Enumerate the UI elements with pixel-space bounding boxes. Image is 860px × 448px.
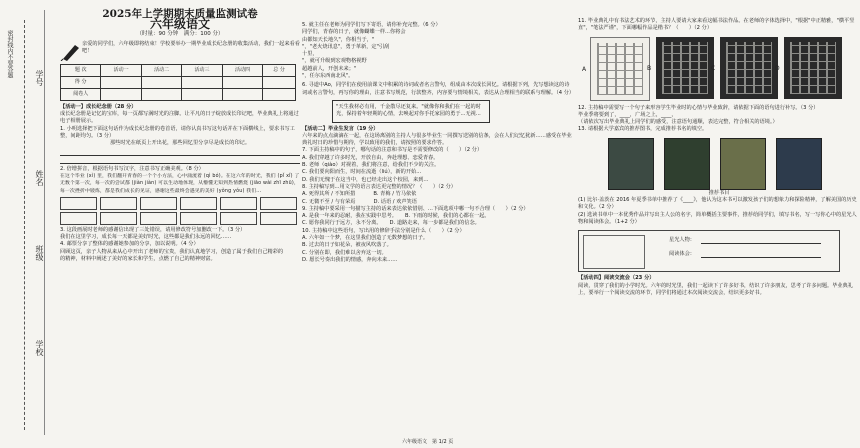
- question-13: 13. 请根据大学嘉宾的推荐图书，完成推荐书名的填空。: [578, 126, 708, 133]
- question-5-text: 十里，: [302, 51, 318, 58]
- score-cell[interactable]: [141, 88, 181, 100]
- score-header: 活动一: [101, 64, 141, 76]
- section-4-intro: 阅读，贯穿了我们的小学时光。六年的时光里，我们一起读下了许多好书，结识了许多朋友，思考了许多问题。毕业典礼上，要举行一个阅读交流的环节，同学们将通过本次阅读交流会，结识更多好书。: [578, 282, 853, 296]
- option: C. 愿你我同行于远方，永不分离。: [302, 220, 382, 227]
- score-cell[interactable]: [263, 76, 296, 88]
- score-cell[interactable]: [141, 76, 181, 88]
- option: A. 是我一年来的忍耐，我在实践中思考。: [302, 213, 397, 220]
- option: A. 我们穿越了许多时光，开放自由，奔赴理想、恋爱青春。: [302, 154, 439, 161]
- score-cell[interactable]: [222, 88, 262, 100]
- recommend-card: [578, 230, 840, 272]
- question-13-1: (1) 比尔·盖茨在 2016 年夏季书单中推荐了《____》，他认为这本书可以激发孩子们的想象力和探险精神，了解美国的历史和文化。（2 分）: [578, 197, 857, 211]
- option: D. 愿长号奏出我们的情感，奔向未来……: [302, 256, 398, 263]
- score-row-label: 阅卷人: [61, 88, 101, 100]
- question-5-text: "，就可升级到宏观物格视野: [302, 58, 367, 65]
- option: B. 青梅 / 竹马依依: [373, 191, 417, 198]
- calligraphy-d[interactable]: [775, 37, 842, 99]
- binding-notice: 密封线内不要答题: [6, 30, 13, 78]
- score-cell[interactable]: [222, 76, 262, 88]
- question-9: 9. 主持稿中要采用一句描写主持的话来表达依依惜别、...下面选项中哪一句不合理（ ）（2 分）: [302, 205, 529, 212]
- score-table: [60, 64, 296, 101]
- section-1-title: 【活动一】成长纪念册（28 分）: [60, 103, 137, 110]
- calligraphy-c[interactable]: [711, 37, 778, 99]
- book-cover: [608, 138, 654, 190]
- question-4-text: 回顾这页，亲子人物从来从心中开出了老师的宝贵，我们认真地学习，创造了属于我们自己精彩的: [60, 248, 284, 255]
- score-cell[interactable]: [263, 88, 296, 100]
- score-header: 活动三: [182, 64, 222, 76]
- score-header: 总 分: [263, 64, 296, 76]
- question-3: 3. 这段画展时老师的感谢信出现了三处错误，请用修改符号加删改一下。（3 分）: [60, 226, 246, 233]
- score-row-label: 得 分: [61, 76, 101, 88]
- card-read-label: 阅读体会：: [669, 251, 695, 258]
- question-10: 10. 主持稿中这些语句，写出用的修辞手法分别是什么（ ）（2 分）: [302, 227, 465, 234]
- calligraphy-a[interactable]: [582, 37, 650, 101]
- option: C. 无微不至 / 与有荣焉: [302, 198, 356, 205]
- score-header: 活动四: [222, 64, 262, 76]
- option-label: A: [582, 65, 587, 73]
- question-3-text: 我们在这里学习，成长每一天都是美好时光，这些都是我们永远的回忆……: [60, 234, 232, 241]
- page-footer: 六年级语文 第 1/2 页: [402, 438, 454, 445]
- score-cell[interactable]: [182, 76, 222, 88]
- school-label: 学校: [35, 340, 44, 356]
- binding-strip: [0, 0, 55, 448]
- option: D. 我们无愧于在这当中，也已经走出这个校园，来到...: [302, 176, 429, 183]
- score-cell[interactable]: [101, 88, 141, 100]
- column-1: [60, 0, 300, 448]
- exam-intro: 亲爱的同学们，六年级即将结束！学校要举办一期毕业成长纪念册的收集活动，我们一起来看看吧！: [82, 40, 300, 55]
- section-4-title: 【活动四】阅读交流会（23 分）: [578, 275, 655, 282]
- question-8: 8. 主持稿写到...用文学的语言表达更完整的情况？（ ）（2 分）: [302, 183, 456, 190]
- question-5: 5. 就主任在老师为同学们写下寄语，请你补充完整。（6 分）: [302, 22, 441, 28]
- book-cover: [720, 138, 766, 190]
- calligraphy-options: [582, 37, 860, 101]
- writing-grid[interactable]: [60, 197, 300, 210]
- option: B. 过去的日子如花朵，被夜风吹落了。: [302, 242, 392, 249]
- card-name-label: 星光人物：: [669, 237, 695, 244]
- option: A. 六年如一个梦，在这里我们创造了无数梦想的日子。: [302, 235, 429, 242]
- score-cell[interactable]: [101, 76, 141, 88]
- question-4-blank: 的精神，材料中阐述了美好的家长和学生，点燃了自己的精神财富。: [60, 256, 216, 263]
- question-1: 1. 小明选择把下面这句话作为成长纪念册的卷首语，请你认真书写这句话并在下面横线上，要求书写工整，间距均匀。（3 分）: [60, 125, 295, 140]
- column-3: [578, 0, 860, 448]
- book-cover: [664, 138, 710, 190]
- score-cell[interactable]: [182, 88, 222, 100]
- section-1-intro: 成长纪念册是记忆的宝库，每一页都写满时光的注脚。让平凡的日子绽放成长印记吧，毕业典礼上将通过电子相册展示。: [60, 111, 299, 125]
- binding-border: [44, 10, 45, 435]
- name-label: 姓名: [35, 170, 44, 186]
- question-12-note: （请依次写出毕业典礼上同学们的感受，注意语句通顺，表达完整，符合相关的语境。）: [578, 119, 778, 126]
- option: D. 话语 / 欢声笑语: [373, 198, 417, 205]
- section-2-title: 【活动二】毕业生发言（19 分）: [302, 125, 379, 132]
- question-5-text: "，"老火烧讯息"，勇于革新，定"引刮: [302, 43, 390, 50]
- seal-line: [24, 20, 25, 430]
- question-12-text: 毕业季将要到了，____，广场之上，____，: [578, 111, 677, 118]
- book-covers: [608, 138, 860, 190]
- question-7: 7. 下面主持稿中的句子，哪句话的注意和书写是不需要修改的（ ）（2 分）: [302, 147, 483, 154]
- calligraphy-b[interactable]: [647, 37, 714, 99]
- question-2: 2. 倍增拼音，根据语句书写汉字，注意书写正确美观。（8 分）: [60, 165, 204, 172]
- score-header: 题 次: [61, 64, 101, 76]
- question-5-text: 超越前人，开创未来；": [302, 65, 357, 72]
- question-5-text: "，任尔东西南北风"。: [302, 73, 354, 80]
- option: B. 下雨的时候，我们的心都在一起。: [404, 213, 490, 220]
- pen-icon: [60, 41, 82, 61]
- score-header: 活动二: [141, 64, 181, 76]
- option: C. 我们要向阳而生，时间在流逝（liú），新的开始...: [302, 169, 422, 176]
- option-label: B: [647, 64, 652, 72]
- column-2: [302, 0, 574, 448]
- option-label: C: [711, 64, 716, 72]
- question-2-text: 在这个毕业 (xì) 里，我们翻开青春的一个个小方法，心中涌流着 (qì bó)。在这六年的时光，我们 (pǐ xǐ) 了无数个第一次，每一次的尝试都 (jiàn jiàn) 可以生动地体现，从懵懂无知到热情燃烧 (jiāo wài zhī zhū)，每一次挫折中锻炼，都是我们成长的见证，感谢这些最终会遇见的美好 (yǒng yǒu) 我们...: [60, 173, 300, 194]
- example-box-text: "天生我材必有用，千金散尽还复来。"就像你和我们在一起的时光，保持着年轻期的心情，去唤起对你手托家园的勇于...无视...: [336, 103, 481, 118]
- question-5-text: 由都知天长地久"，你相当于，": [302, 36, 375, 43]
- question-13-2: (2) 选读书单中一本优秀作品并写出主人公的名字，简单概括主要事件，推荐给同学们，填写书名，写一写你心中的星光人物和阅读体会。（1+2 分）: [578, 211, 857, 225]
- writing-grid[interactable]: [60, 212, 300, 225]
- question-11: 11. 毕业典礼中有书法艺术的环节，主持人要请大家来看这幅书法作品。在老师的字体选择中，"根据"中正精雅，"横平竖直"，"笔法严谨"，下面哪幅作品是楷书？（ ）（2 分）: [578, 18, 855, 32]
- question-4: 4. 邮票分享了整体的感谢她参加的分享，加以说明。（4 分）: [60, 241, 199, 248]
- card-name-line[interactable]: [701, 243, 821, 244]
- book-cover: [776, 138, 822, 190]
- section-2-intro: 六年来的点点滴滴在一起，在这场离别的主持人与很多毕业生一同撰写送别的信条，会在人们记忆犹新……感受在毕业典礼时日的珍惜与期待，学以致用的我们，请按照的要求作答。: [302, 132, 572, 147]
- question-12: 12. 主持稿中需要写一个句子来形容学生毕业时的心情与毕业致辞，请依据下面的语句进行补写。（3 分）: [578, 104, 819, 111]
- option: A. 死得其所 / 不知所措: [302, 191, 356, 198]
- option-label: D: [775, 64, 780, 72]
- exam-meta: （时量：90 分钟 满分：100 分）: [136, 30, 224, 37]
- books-caption: 推荐书目: [708, 189, 730, 196]
- answer-line[interactable]: [60, 148, 300, 156]
- card-thumb: [583, 235, 645, 269]
- exam-subject: 六年级语文: [149, 17, 210, 32]
- option: D. 道路走来，每一步都是我们的信念。: [389, 220, 480, 227]
- example-box: [332, 100, 490, 123]
- question-5-text: 同学们，青春的日子，就像蝴蝶一样...你将会: [302, 29, 406, 36]
- exam-title: 2025年上学期期末质量监测试卷: [102, 8, 258, 20]
- question-1-quote: 那些时光在纸页上开出花，那些回忆里分享尽是成长的印记。: [109, 140, 251, 147]
- question-6: 6. 寻道中Ao，同学们在使用前课文中积累的诗词或者名言警句，组成由本次成长回忆。请根据下列，先写想读这的诗词或名言警句，再写你的理由，注意书写规范，行款整齐，内容要与情境相关，表达从合理相当的联系与理解。（4 分）: [302, 82, 574, 96]
- class-label: 班级: [35, 245, 44, 261]
- number-label: 学号: [35, 70, 44, 86]
- card-read-line[interactable]: [701, 257, 821, 258]
- option: B. 老师（qiào）对视着，我们将注意，给我们不少的关注。: [302, 162, 440, 169]
- answer-line[interactable]: [60, 156, 300, 164]
- option: C. 分别在即，我们难以舍弃这一切。: [302, 249, 387, 256]
